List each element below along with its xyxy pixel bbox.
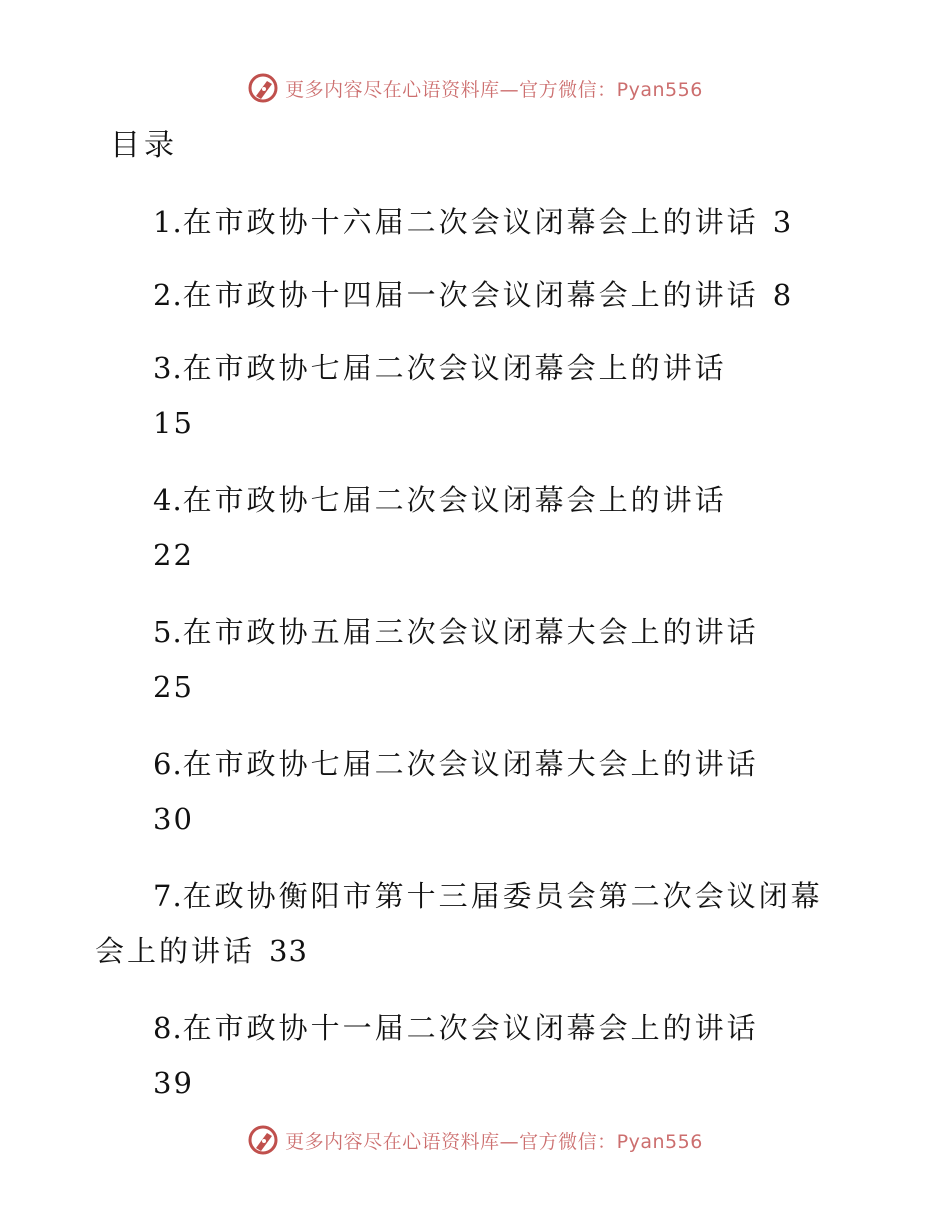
toc-entry-page: 39	[153, 1066, 194, 1100]
toc-entry-7[interactable]: 7.在政协衡阳市第十三届委员会第二次会议闭幕会上的讲话 33	[95, 879, 823, 968]
watermark-text: 更多内容尽在心语资料库—官方微信：Pyan556	[285, 1130, 703, 1153]
table-of-contents	[95, 195, 840, 1133]
toc-entry-page: 25	[153, 670, 194, 704]
toc-entry-title: 在市政协七届二次会议闭幕会上的讲话	[182, 483, 727, 517]
pen-nib-logo-icon	[247, 72, 279, 104]
toc-entry-4[interactable]: 4.在市政协七届二次会议闭幕会上的讲话 22	[95, 473, 840, 583]
pen-nib-logo-icon	[247, 1124, 279, 1156]
toc-entry-5[interactable]: 5.在市政协五届三次会议闭幕大会上的讲话 25	[95, 605, 840, 715]
watermark-text: 更多内容尽在心语资料库—官方微信：Pyan556	[285, 78, 703, 101]
toc-entry-page: 22	[153, 538, 194, 572]
toc-entry-title: 在市政协七届二次会议闭幕会上的讲话	[182, 351, 727, 385]
toc-entry-title: 在市政协十一届二次会议闭幕会上的讲话	[182, 1011, 759, 1045]
header-watermark	[0, 68, 950, 108]
toc-title: 目录	[110, 128, 178, 163]
toc-entry-page: 33	[269, 934, 308, 968]
toc-entry-1[interactable]: 1.在市政协十六届二次会议闭幕会上的讲话 3	[153, 205, 793, 239]
toc-entry-title: 在市政协十六届二次会议闭幕会上的讲话	[182, 205, 759, 239]
footer-watermark	[0, 1120, 950, 1160]
toc-entry-8[interactable]: 8.在市政协十一届二次会议闭幕会上的讲话 39	[95, 1001, 840, 1111]
toc-entry-page: 30	[153, 802, 194, 836]
toc-entry-title: 在市政协七届二次会议闭幕大会上的讲话	[182, 747, 759, 781]
toc-entry-title: 在市政协十四届一次会议闭幕会上的讲话	[182, 278, 759, 312]
toc-entry-page: 15	[153, 406, 194, 440]
toc-entry-page: 8	[772, 278, 793, 312]
toc-entry-2[interactable]: 2.在市政协十四届一次会议闭幕会上的讲话 8	[153, 278, 793, 312]
toc-entry-page: 3	[772, 205, 793, 239]
toc-entry-3[interactable]: 3.在市政协七届二次会议闭幕会上的讲话 15	[95, 341, 840, 451]
toc-entry-6[interactable]: 6.在市政协七届二次会议闭幕大会上的讲话 30	[95, 737, 840, 847]
toc-entry-title: 在市政协五届三次会议闭幕大会上的讲话	[182, 615, 759, 649]
toc-entry-title: 在政协衡阳市第十三届委员会第二次会议闭幕会上的讲话	[95, 879, 823, 968]
